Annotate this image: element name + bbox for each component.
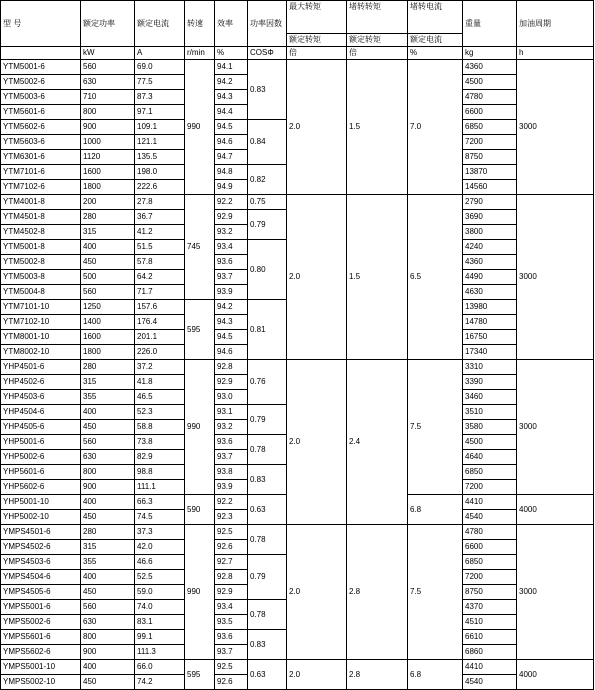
cell-rated-current: 37.2 [135, 360, 185, 375]
cell-power-factor: 0.63 [248, 495, 287, 525]
cell-model: YTM6301-6 [1, 150, 81, 165]
cell-rated-power: 450 [81, 255, 135, 270]
cell-rated-power: 500 [81, 270, 135, 285]
cell-rated-current: 111.1 [135, 480, 185, 495]
cell-rated-power: 1400 [81, 315, 135, 330]
cell-rated-power: 450 [81, 420, 135, 435]
cell-rated-current: 121.1 [135, 135, 185, 150]
cell-rated-current: 135.5 [135, 150, 185, 165]
cell-rated-current: 226.0 [135, 345, 185, 360]
cell-rated-power: 400 [81, 660, 135, 675]
cell-max-torque: 2.0 [287, 525, 347, 660]
cell-rated-current: 77.5 [135, 75, 185, 90]
cell-efficiency: 92.6 [215, 675, 248, 690]
cell-efficiency: 94.3 [215, 90, 248, 105]
cell-model: YTM5003-8 [1, 270, 81, 285]
cell-power-factor: 0.83 [248, 465, 287, 495]
cell-rated-current: 58.8 [135, 420, 185, 435]
cell-rated-power: 800 [81, 105, 135, 120]
cell-model: YMPS4502-6 [1, 540, 81, 555]
cell-model: YTM4001-8 [1, 195, 81, 210]
cell-power-factor: 0.75 [248, 195, 287, 210]
cell-rated-current: 41.2 [135, 225, 185, 240]
cell-efficiency: 93.4 [215, 240, 248, 255]
cell-locked-torque: 1.5 [347, 60, 408, 195]
cell-rated-current: 37.3 [135, 525, 185, 540]
cell-rated-power: 630 [81, 615, 135, 630]
cell-efficiency: 92.5 [215, 660, 248, 675]
cell-rated-power: 400 [81, 495, 135, 510]
cell-locked-torque: 2.8 [347, 660, 408, 690]
cell-model: YHP5601-6 [1, 465, 81, 480]
cell-weight: 7200 [463, 135, 517, 150]
cell-weight: 4500 [463, 435, 517, 450]
cell-locked-torque: 2.8 [347, 525, 408, 660]
cell-weight: 14780 [463, 315, 517, 330]
cell-weight: 6850 [463, 555, 517, 570]
cell-locked-current: 6.8 [408, 495, 463, 525]
cell-weight: 4370 [463, 600, 517, 615]
header-rated-torque-1: 额定转矩 [287, 34, 347, 47]
cell-rated-power: 1250 [81, 300, 135, 315]
cell-model: YMPS5001-6 [1, 600, 81, 615]
cell-max-torque: 2.0 [287, 660, 347, 690]
cell-efficiency: 93.9 [215, 285, 248, 300]
cell-rated-current: 57.8 [135, 255, 185, 270]
cell-rated-power: 900 [81, 645, 135, 660]
cell-efficiency: 94.1 [215, 60, 248, 75]
cell-rated-current: 51.5 [135, 240, 185, 255]
cell-rated-current: 201.1 [135, 330, 185, 345]
cell-model: YMPS5602-6 [1, 645, 81, 660]
cell-model: YTM5003-6 [1, 90, 81, 105]
cell-rated-power: 315 [81, 375, 135, 390]
cell-model: YMPS4503-6 [1, 555, 81, 570]
cell-rated-current: 97.1 [135, 105, 185, 120]
cell-oil-period: 3000 [517, 525, 594, 660]
cell-rated-power: 1600 [81, 330, 135, 345]
cell-efficiency: 93.1 [215, 405, 248, 420]
header-locked-torque: 堵转转矩 [347, 1, 408, 34]
cell-model: YMPS4505-6 [1, 585, 81, 600]
cell-model: YMPS4504-6 [1, 570, 81, 585]
header-locked-current: 堵转电流 [408, 1, 463, 34]
cell-weight: 4540 [463, 510, 517, 525]
cell-rated-current: 99.1 [135, 630, 185, 645]
cell-rated-power: 450 [81, 585, 135, 600]
cell-weight: 3690 [463, 210, 517, 225]
cell-efficiency: 93.6 [215, 630, 248, 645]
cell-rated-power: 560 [81, 60, 135, 75]
cell-power-factor: 0.78 [248, 435, 287, 465]
header-rated-current-sub: 额定电流 [408, 34, 463, 47]
cell-oil-period: 4000 [517, 495, 594, 525]
cell-rated-power: 315 [81, 225, 135, 240]
cell-efficiency: 92.7 [215, 555, 248, 570]
cell-weight: 8750 [463, 585, 517, 600]
cell-weight: 3390 [463, 375, 517, 390]
cell-max-torque: 2.0 [287, 195, 347, 360]
cell-model: YHP4504-6 [1, 405, 81, 420]
cell-efficiency: 92.2 [215, 195, 248, 210]
cell-max-torque: 2.0 [287, 360, 347, 525]
cell-model: YTM5603-6 [1, 135, 81, 150]
unit-model [1, 47, 81, 60]
cell-speed: 990 [185, 360, 215, 495]
cell-efficiency: 94.4 [215, 105, 248, 120]
cell-efficiency: 93.9 [215, 480, 248, 495]
cell-weight: 3460 [463, 390, 517, 405]
cell-weight: 13980 [463, 300, 517, 315]
cell-speed: 990 [185, 525, 215, 660]
header-speed: 转速 [185, 1, 215, 47]
cell-weight: 6860 [463, 645, 517, 660]
cell-rated-current: 222.6 [135, 180, 185, 195]
cell-rated-power: 450 [81, 510, 135, 525]
cell-power-factor: 0.80 [248, 240, 287, 300]
cell-rated-power: 800 [81, 465, 135, 480]
cell-weight: 6600 [463, 540, 517, 555]
cell-weight: 13870 [463, 165, 517, 180]
cell-weight: 7200 [463, 480, 517, 495]
cell-rated-power: 400 [81, 570, 135, 585]
cell-rated-current: 66.3 [135, 495, 185, 510]
cell-efficiency: 94.5 [215, 330, 248, 345]
cell-efficiency: 94.2 [215, 300, 248, 315]
cell-locked-current: 6.8 [408, 660, 463, 690]
cell-weight: 4510 [463, 615, 517, 630]
cell-weight: 4540 [463, 675, 517, 690]
cell-efficiency: 93.6 [215, 255, 248, 270]
cell-rated-current: 42.0 [135, 540, 185, 555]
cell-rated-current: 157.6 [135, 300, 185, 315]
cell-weight: 6610 [463, 630, 517, 645]
cell-rated-power: 450 [81, 675, 135, 690]
cell-efficiency: 94.8 [215, 165, 248, 180]
cell-weight: 4490 [463, 270, 517, 285]
cell-efficiency: 93.2 [215, 225, 248, 240]
cell-model: YTM7101-6 [1, 165, 81, 180]
cell-efficiency: 93.6 [215, 435, 248, 450]
unit-power: kW [81, 47, 135, 60]
cell-rated-current: 66.0 [135, 660, 185, 675]
cell-model: YTM5602-6 [1, 120, 81, 135]
cell-model: YTM7101-10 [1, 300, 81, 315]
cell-speed: 590 [185, 495, 215, 525]
cell-rated-power: 1800 [81, 345, 135, 360]
header-power-factor: 功率因数 [248, 1, 287, 47]
cell-efficiency: 93.7 [215, 645, 248, 660]
cell-efficiency: 94.6 [215, 345, 248, 360]
cell-efficiency: 93.0 [215, 390, 248, 405]
cell-rated-power: 280 [81, 360, 135, 375]
cell-rated-power: 560 [81, 600, 135, 615]
cell-rated-current: 74.2 [135, 675, 185, 690]
cell-power-factor: 0.84 [248, 120, 287, 165]
cell-efficiency: 92.9 [215, 375, 248, 390]
cell-weight: 4360 [463, 255, 517, 270]
cell-efficiency: 94.6 [215, 135, 248, 150]
cell-model: YTM5002-6 [1, 75, 81, 90]
cell-oil-period: 3000 [517, 60, 594, 195]
cell-weight: 4500 [463, 75, 517, 90]
header-rated-current: 额定电流 [135, 1, 185, 47]
cell-rated-power: 355 [81, 555, 135, 570]
cell-efficiency: 94.5 [215, 120, 248, 135]
cell-efficiency: 93.4 [215, 600, 248, 615]
cell-locked-current: 7.0 [408, 60, 463, 195]
cell-model: YTM5001-8 [1, 240, 81, 255]
cell-power-factor: 0.79 [248, 210, 287, 240]
cell-rated-current: 71.7 [135, 285, 185, 300]
cell-rated-current: 41.8 [135, 375, 185, 390]
cell-rated-current: 69.0 [135, 60, 185, 75]
cell-weight: 3310 [463, 360, 517, 375]
unit-current: A [135, 47, 185, 60]
cell-oil-period: 3000 [517, 360, 594, 495]
unit-oil-period: h [517, 47, 594, 60]
table-row [1, 360, 594, 375]
cell-model: YTM5001-6 [1, 60, 81, 75]
unit-locked-current: % [408, 47, 463, 60]
cell-power-factor: 0.83 [248, 60, 287, 120]
cell-rated-power: 400 [81, 240, 135, 255]
cell-efficiency: 94.3 [215, 315, 248, 330]
cell-efficiency: 92.5 [215, 525, 248, 540]
cell-weight: 4360 [463, 60, 517, 75]
cell-model: YTM4502-8 [1, 225, 81, 240]
cell-weight: 3510 [463, 405, 517, 420]
cell-model: YHP5602-6 [1, 480, 81, 495]
cell-rated-current: 27.8 [135, 195, 185, 210]
cell-oil-period: 3000 [517, 195, 594, 360]
cell-rated-current: 109.1 [135, 120, 185, 135]
header-max-torque: 最大转矩 [287, 1, 347, 34]
cell-max-torque: 2.0 [287, 60, 347, 195]
cell-rated-current: 36.7 [135, 210, 185, 225]
cell-efficiency: 92.2 [215, 495, 248, 510]
cell-power-factor: 0.78 [248, 525, 287, 555]
cell-rated-power: 280 [81, 210, 135, 225]
cell-rated-power: 800 [81, 630, 135, 645]
cell-efficiency: 93.7 [215, 450, 248, 465]
cell-model: YTM7102-10 [1, 315, 81, 330]
cell-speed: 745 [185, 195, 215, 300]
cell-power-factor: 0.76 [248, 360, 287, 405]
cell-oil-period: 4000 [517, 660, 594, 690]
cell-model: YTM4501-8 [1, 210, 81, 225]
cell-weight: 6850 [463, 465, 517, 480]
unit-efficiency: % [215, 47, 248, 60]
cell-locked-torque: 1.5 [347, 195, 408, 360]
cell-weight: 4630 [463, 285, 517, 300]
table-body [1, 60, 594, 690]
cell-model: YMPS5001-10 [1, 660, 81, 675]
cell-rated-current: 46.6 [135, 555, 185, 570]
cell-rated-current: 87.3 [135, 90, 185, 105]
cell-model: YMPS5601-6 [1, 630, 81, 645]
cell-model: YTM8002-10 [1, 345, 81, 360]
cell-rated-current: 73.8 [135, 435, 185, 450]
cell-weight: 6600 [463, 105, 517, 120]
cell-model: YHP5001-6 [1, 435, 81, 450]
cell-efficiency: 92.9 [215, 210, 248, 225]
cell-rated-power: 1800 [81, 180, 135, 195]
cell-weight: 4240 [463, 240, 517, 255]
table-row [1, 525, 594, 540]
cell-efficiency: 93.8 [215, 465, 248, 480]
cell-locked-current: 7.5 [408, 525, 463, 660]
table-row [1, 195, 594, 210]
cell-rated-power: 400 [81, 405, 135, 420]
cell-locked-current: 7.5 [408, 360, 463, 495]
cell-rated-power: 630 [81, 450, 135, 465]
cell-weight: 4640 [463, 450, 517, 465]
cell-model: YMPS4501-6 [1, 525, 81, 540]
cell-weight: 3800 [463, 225, 517, 240]
cell-weight: 8750 [463, 150, 517, 165]
cell-model: YTM5002-8 [1, 255, 81, 270]
cell-model: YHP4505-6 [1, 420, 81, 435]
cell-efficiency: 94.2 [215, 75, 248, 90]
cell-efficiency: 94.7 [215, 150, 248, 165]
cell-model: YHP4501-6 [1, 360, 81, 375]
cell-efficiency: 93.2 [215, 420, 248, 435]
cell-model: YMPS5002-6 [1, 615, 81, 630]
cell-weight: 6850 [463, 120, 517, 135]
cell-weight: 4410 [463, 495, 517, 510]
unit-speed: r/min [185, 47, 215, 60]
cell-efficiency: 93.5 [215, 615, 248, 630]
cell-power-factor: 0.63 [248, 660, 287, 690]
cell-efficiency: 92.9 [215, 585, 248, 600]
header-model: 型 号 [1, 1, 81, 47]
cell-rated-power: 1600 [81, 165, 135, 180]
cell-rated-current: 74.5 [135, 510, 185, 525]
cell-power-factor: 0.81 [248, 300, 287, 360]
cell-weight: 3580 [463, 420, 517, 435]
cell-rated-power: 710 [81, 90, 135, 105]
cell-model: YTM5004-8 [1, 285, 81, 300]
cell-rated-current: 176.4 [135, 315, 185, 330]
cell-weight: 16750 [463, 330, 517, 345]
cell-rated-power: 280 [81, 525, 135, 540]
unit-power-factor: COSΦ [248, 47, 287, 60]
cell-rated-power: 900 [81, 120, 135, 135]
cell-rated-power: 560 [81, 435, 135, 450]
cell-rated-power: 900 [81, 480, 135, 495]
cell-rated-power: 560 [81, 285, 135, 300]
table-row [1, 60, 594, 75]
cell-rated-power: 315 [81, 540, 135, 555]
cell-model: YMPS5002-10 [1, 675, 81, 690]
cell-power-factor: 0.83 [248, 630, 287, 660]
cell-model: YHP5002-10 [1, 510, 81, 525]
cell-rated-current: 82.9 [135, 450, 185, 465]
cell-model: YTM8001-10 [1, 330, 81, 345]
cell-speed: 595 [185, 300, 215, 360]
cell-rated-current: 64.2 [135, 270, 185, 285]
cell-rated-current: 111.3 [135, 645, 185, 660]
cell-rated-power: 1120 [81, 150, 135, 165]
header-rated-torque-2: 额定转矩 [347, 34, 408, 47]
cell-power-factor: 0.79 [248, 555, 287, 600]
unit-locked-torque: 倍 [347, 47, 408, 60]
cell-model: YTM5601-6 [1, 105, 81, 120]
cell-weight: 4780 [463, 90, 517, 105]
cell-rated-current: 46.5 [135, 390, 185, 405]
cell-rated-power: 630 [81, 75, 135, 90]
cell-model: YTM7102-6 [1, 180, 81, 195]
cell-model: YHP5001-10 [1, 495, 81, 510]
cell-rated-current: 98.8 [135, 465, 185, 480]
cell-weight: 7200 [463, 570, 517, 585]
cell-speed: 990 [185, 60, 215, 195]
cell-efficiency: 92.8 [215, 360, 248, 375]
header-weight: 重量 [463, 1, 517, 47]
cell-weight: 4410 [463, 660, 517, 675]
cell-model: YHP4503-6 [1, 390, 81, 405]
table-row [1, 660, 594, 675]
cell-rated-current: 198.0 [135, 165, 185, 180]
cell-power-factor: 0.78 [248, 600, 287, 630]
cell-weight: 14560 [463, 180, 517, 195]
cell-efficiency: 92.6 [215, 540, 248, 555]
cell-rated-power: 1000 [81, 135, 135, 150]
cell-rated-current: 59.0 [135, 585, 185, 600]
header-rated-power: 额定功率 [81, 1, 135, 47]
cell-efficiency: 92.3 [215, 510, 248, 525]
cell-model: YHP4502-6 [1, 375, 81, 390]
cell-weight: 17340 [463, 345, 517, 360]
cell-efficiency: 93.7 [215, 270, 248, 285]
cell-efficiency: 92.8 [215, 570, 248, 585]
cell-weight: 4780 [463, 525, 517, 540]
cell-rated-current: 52.5 [135, 570, 185, 585]
header-efficiency: 效率 [215, 1, 248, 47]
cell-weight: 2790 [463, 195, 517, 210]
cell-locked-current: 6.5 [408, 195, 463, 360]
unit-max-torque: 倍 [287, 47, 347, 60]
cell-locked-torque: 2.4 [347, 360, 408, 525]
cell-rated-current: 83.1 [135, 615, 185, 630]
cell-rated-power: 200 [81, 195, 135, 210]
cell-rated-current: 74.0 [135, 600, 185, 615]
unit-weight: kg [463, 47, 517, 60]
cell-rated-power: 355 [81, 390, 135, 405]
header-oil-period: 加油周期 [517, 1, 594, 47]
cell-power-factor: 0.82 [248, 165, 287, 195]
cell-speed: 595 [185, 660, 215, 690]
cell-rated-current: 52.3 [135, 405, 185, 420]
cell-model: YHP5002-6 [1, 450, 81, 465]
cell-efficiency: 94.9 [215, 180, 248, 195]
cell-power-factor: 0.79 [248, 405, 287, 435]
